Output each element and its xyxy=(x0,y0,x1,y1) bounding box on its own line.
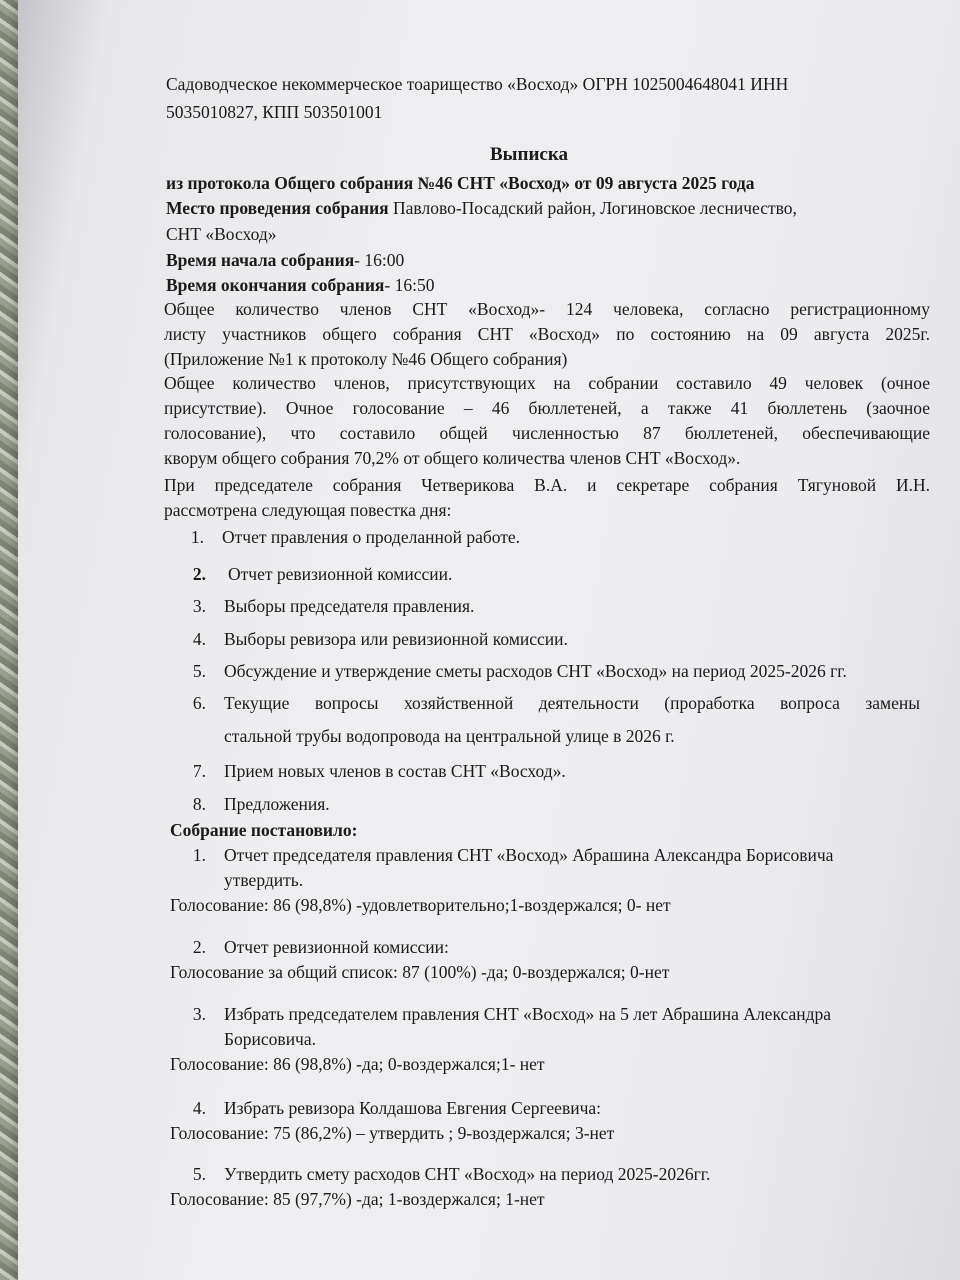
decision-vote: Голосование: 86 (98,8%) -да; 0-воздержался;1- нет xyxy=(170,1054,545,1074)
decision-text: Утвердить смету расходов СНТ «Восход» на период 2025-2026гг. xyxy=(224,1164,711,1184)
meeting-place-value: Павлово-Посадский район, Логиновское лесничество, xyxy=(393,198,797,218)
decision-number: 1. xyxy=(192,845,206,865)
meeting-place xyxy=(166,196,797,221)
agenda-item-text: Прием новых членов в состав СНТ «Восход». xyxy=(224,761,566,781)
para1-line1: Общее количество членов СНТ «Восход»- 124 человека, согласно регистрационному xyxy=(164,299,930,319)
org-header-line1: Садоводческое некоммерческое тоарищество «Восход» ОГРН 1025004648041 ИНН xyxy=(166,74,789,94)
decision-vote: Голосование: 75 (86,2%) – утвердить ; 9-воздержался; 3-нет xyxy=(170,1123,615,1143)
meeting-end-label: Время окончания собрания xyxy=(166,275,385,295)
agenda-item-number: 8. xyxy=(192,794,206,814)
agenda-item-number: 4. xyxy=(192,629,206,649)
meeting-place-value2: СНТ «Восход» xyxy=(166,224,277,244)
decision-number: 5. xyxy=(192,1164,206,1184)
decision-text-cont: утвердить. xyxy=(224,870,304,890)
agenda-item-number: 1. xyxy=(190,527,204,547)
agenda-item-number: 5. xyxy=(192,661,206,681)
agenda-item-text: Обсуждение и утверждение сметы расходов СНТ «Восход» на период 2025-2026 гг. xyxy=(224,661,847,681)
agenda-item-number: 6. xyxy=(192,693,206,713)
meeting-end-value: - 16:50 xyxy=(384,275,435,295)
para2-line3: голосование), что составило общей численностью 87 бюллетеней, обеспечивающие xyxy=(164,423,930,443)
para2-line4: кворум общего собрания 70,2% от общего количества членов СНТ «Восход». xyxy=(164,448,741,468)
para3-line1: При председателе собрания Четверикова В.А. и секретаре собрания Тягуновой И.Н. xyxy=(164,475,930,495)
para1-line3: (Приложение №1 к протоколу №46 Общего собрания) xyxy=(164,349,568,369)
document-title: Выписка xyxy=(490,144,568,165)
decision-vote: Голосование за общий список: 87 (100%) -да; 0-воздержался; 0-нет xyxy=(170,962,670,982)
decision-text-cont: Борисовича. xyxy=(224,1029,317,1049)
agenda-item-text-cont: стальной трубы водопровода на центральной улице в 2026 г. xyxy=(224,726,675,746)
agenda-item-text: Предложения. xyxy=(224,794,330,814)
agenda-item-text: Выборы ревизора или ревизионной комиссии. xyxy=(224,629,568,649)
decision-number: 4. xyxy=(192,1098,206,1118)
decided-heading: Собрание постановило: xyxy=(170,820,358,840)
agenda-item-text: Отчет ревизионной комиссии. xyxy=(228,564,453,584)
decision-text: Отчет председателя правления СНТ «Восход» Абрашина Александра Борисовича xyxy=(224,845,834,865)
agenda-item-text: Текущие вопросы хозяйственной деятельности (проработка вопроса замены xyxy=(224,693,920,713)
decision-number: 2. xyxy=(192,937,206,957)
agenda-item-number: 3. xyxy=(192,596,206,616)
agenda-item-text: Выборы председателя правления. xyxy=(224,596,475,616)
agenda-item-number: 2. xyxy=(192,564,206,584)
agenda-item-text: Отчет правления о проделанной работе. xyxy=(222,527,521,547)
decision-vote: Голосование: 85 (97,7%) -да; 1-воздержался; 1-нет xyxy=(170,1189,545,1209)
meeting-start xyxy=(166,248,404,273)
para2-line1: Общее количество членов, присутствующих на собрании составило 49 человек (очное xyxy=(164,373,930,393)
para3-line2: рассмотрена следующая повестка дня: xyxy=(164,500,452,520)
decision-text: Отчет ревизионной комиссии: xyxy=(224,937,449,957)
meeting-place-label: Место проведения собрания xyxy=(166,198,389,218)
agenda-item-number: 7. xyxy=(192,761,206,781)
decision-text: Избрать председателем правления СНТ «Восход» на 5 лет Абрашина Александра xyxy=(224,1004,832,1024)
para2-line2: присутствие). Очное голосование – 46 бюллетеней, а также 41 бюллетень (заочное xyxy=(164,398,930,418)
decision-vote: Голосование: 86 (98,8%) -удовлетворительно;1-воздержался; 0- нет xyxy=(170,895,671,915)
decision-number: 3. xyxy=(192,1004,206,1024)
org-header-line2: 5035010827, КПП 503501001 xyxy=(166,102,383,122)
para1-line2: листу участников общего собрания СНТ «Восход» по состоянию на 09 августа 2025г. xyxy=(164,324,930,344)
meeting-end xyxy=(166,273,434,298)
meeting-start-label: Время начала собрания xyxy=(166,250,355,270)
document-subtitle: из протокола Общего собрания №46 СНТ «Восход» от 09 августа 2025 года xyxy=(166,173,755,193)
decision-text: Избрать ревизора Колдашова Евгения Сергеевича: xyxy=(224,1098,602,1118)
meeting-start-value: - 16:00 xyxy=(354,250,405,270)
